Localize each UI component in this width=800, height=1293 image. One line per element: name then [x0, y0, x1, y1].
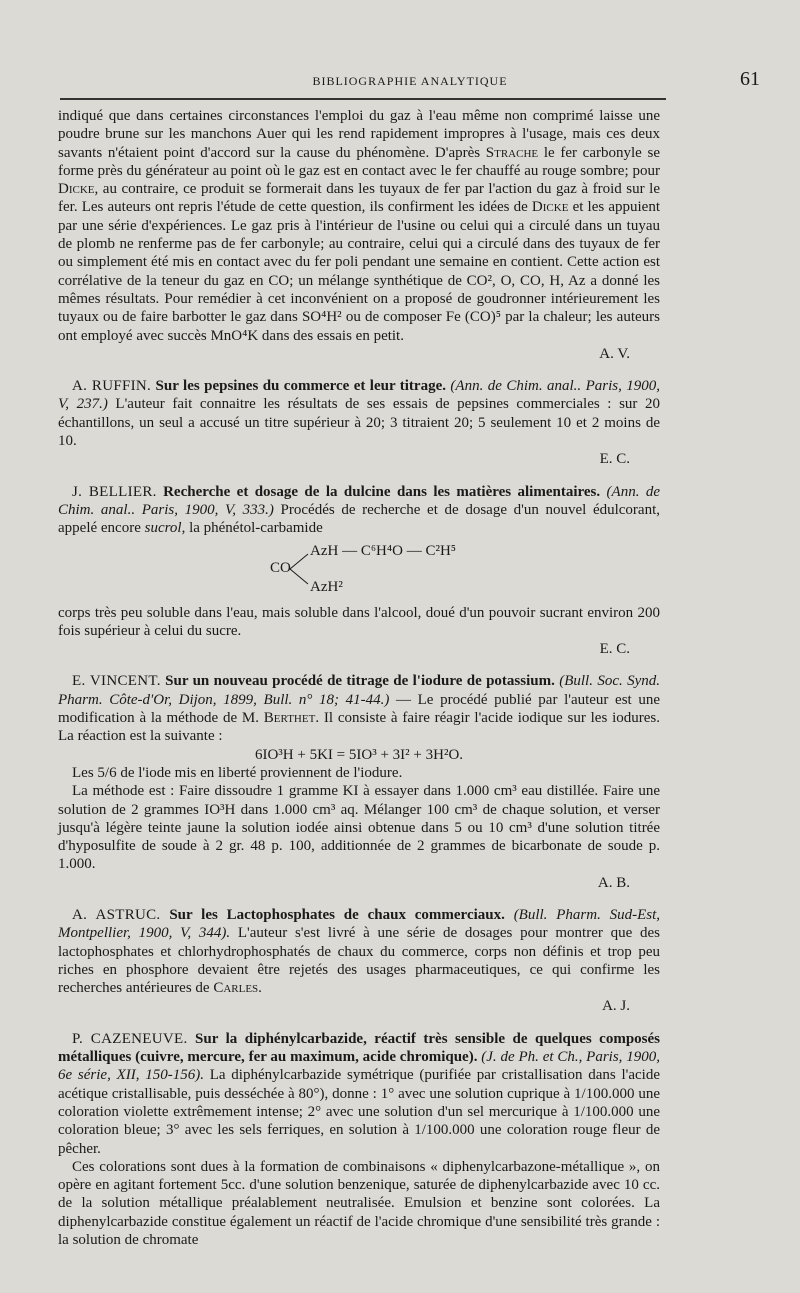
intro-paragraph: indiqué que dans certaines circonstances l'emploi du gaz à l'eau même non comprimé laisse une poudre brune sur les manchons Auer qui les rend rapidement impropres à l'usage, mais ces deux savants n'étaient point d'accord sur la cause du phénomène. D'après Strache le fer carbonyle se forme près du générateur au point où le gaz est en contact avec le fer chauffé au rouge sombre; pour Dicke, au contraire, ce produit se formerait dans les tuyaux de fer par l'action du gaz à froid sur le fer. Les auteurs ont repris l'étude de cette question, ils confirment les idées de Dicke et les appuient par une série d'expériences. Le gaz pris à l'intérieur de l'usine ou celui qui a circulé dans un tuyau de plomb ne renferme pas de fer carbonyle; au contraire, celui qui a circulé dans des tuyaux de fer ou simplement été mis en contact avec du fer poli pendant une semaine en contient. Cette action est corrélative de la teneur du gaz en CO; un mélange synthétique de CO², O, CO, H, Az a donné les mêmes résultats. Pour remédier à cet inconvénient on a proposé de goudronner intérieurement les tuyaux ou de faire barbotter le gaz dans SO⁴H² ou de composer Fe (CO)⁵ par la chaleur; les auteurs ont employé avec succès MnO⁴K dans des essais en petit. [58, 108, 660, 344]
entry-title: Recherche et dosage de la dulcine dans les matières alimentaires. [163, 483, 601, 500]
entry-text: Les 5/6 de l'iode mis en liberté proviennent de l'iodure. [72, 764, 403, 781]
entry-title: Sur les Lactophosphates de chaux commerciaux. [169, 906, 505, 923]
header-rule [60, 98, 666, 100]
entry-title: Sur la diphénylcarbazide, réactif très sensible de quelques composés métalliques (cuivre, mercure, fer au maximum, acide chromique). [58, 1030, 660, 1066]
signature: A. V. [599, 345, 630, 362]
page-header [60, 68, 760, 94]
formula-upper: AzH — C⁶H⁴O — C²H⁵ [310, 542, 457, 559]
running-title: BIBLIOGRAPHIE ANALYTIQUE [312, 74, 508, 88]
author-name: Carles [213, 980, 259, 997]
entry-author: J. BELLIER. [72, 483, 157, 500]
page-number: 61 [740, 68, 760, 90]
signature: A. B. [597, 874, 630, 891]
dulcine-structure [58, 542, 660, 596]
signature: A. J. [602, 998, 630, 1015]
entry-reference: (Ann. de Chim. anal.. Paris, 1900, V, 333.) [58, 483, 660, 518]
author-name: Dicke [58, 181, 95, 198]
entry-author: E. VINCENT. [72, 673, 161, 690]
signature: E. C. [599, 641, 630, 658]
entry-title: Sur un nouveau procédé de titrage de l'iodure de potassium. [165, 673, 555, 690]
abstract-entry: A. RUFFIN. Sur les pepsines du commerce et leur titrage. (Ann. de Chim. anal.. Paris, 1900, V, 237.) L'auteur fait connaitre les résultats de ses essais de pepsines commerciales : sur 20 échantillons, un seul a accusé un titre supérieur à 20; 3 titraient 20; 5 seulement 10 et 2 moins de 10. [58, 378, 661, 450]
entry-reference: (Bull. Pharm. Sud-Est, Montpellier, 1900, V, 344). [58, 906, 661, 942]
formula-lower: AzH² [310, 578, 343, 595]
formula-co: CO [270, 559, 291, 576]
signature: E. C. [599, 451, 630, 468]
formula-bonds [288, 548, 312, 590]
page-body [58, 107, 660, 1249]
entry-text: Ces colorations sont dues à la formation de combinaisons « diphenylcarbazone-métallique », on opère en agitant fortement 5cc. d'une solution benzenique, saturée de diphenylcarbazide avec 10 cc. de la solution métallique préalablement neutralisée. Emulsion et benzine sont colorées. La diphenylcarbazide constitue également un réactif de l'acide chromique d'une sensibilité très grande : la solution de chromate [58, 1158, 660, 1249]
author-name: Berthet [263, 710, 316, 727]
reaction-formula: 6IO³H + 5KI = 5IO³ + 3I² + 3H²O. [254, 746, 464, 763]
entry-reference: (J. de Ph. et Ch., Paris, 1900, 6e série, XII, 150-156). [58, 1049, 661, 1084]
entry-reference: (Bull. Soc. Synd. Pharm. Côte-d'Or, Dijon, 1899, Bull. n° 18; 41-44.) [58, 673, 661, 708]
entry-author: A. ASTRUC. [72, 906, 161, 923]
abstract-entry: A. ASTRUC. Sur les Lactophosphates de chaux commerciaux. (Bull. Pharm. Sud-Est, Montpellier, 1900, V, 344). L'auteur s'est livré à une série de dosages pour montrer que des lactophosphates et chlorhydrophosphatés de chaux du commerce, corps non définis et trop peu riches en phosphore devaient être rejetés des usages pharmaceutiques, ce qui confirme les recherches antérieures de Carles. [58, 906, 661, 997]
abstract-entry: P. CAZENEUVE. Sur la diphénylcarbazide, réactif très sensible de quelques composés métalliques (cuivre, mercure, fer au maximum, acide chromique). (J. de Ph. et Ch., Paris, 1900, 6e série, XII, 150-156). La diphénylcarbazide symétrique (purifiée par cristallisation dans l'acide acétique cristallisable, puis desséchée à 80°), donne : 1° avec une solution cuprique à 1/100.000 une coloration violette extrêmement intense; 2° avec une solution d'un sel mercurique à 1/100.000 une coloration bleue; 3° avec les sels ferriques, en solution à 1/100.000 une coloration rouge fleur de pêcher. [58, 1030, 661, 1157]
entry-text: La méthode est : Faire dissoudre 1 gramme KI à essayer dans 1.000 cm³ eau distillée. Faire une solution de 2 grammes IO³H dans 1.000 cm³ aq. Mélanger 100 cm³ de chaque solution, et verser jusqu'à légère teinte jaune la solution iodée ainsi obtenue dans 5 ou 10 cm³ d'une solution titrée d'hyposulfite de soude à 2 gr. 48 p. 100, additionnée de 2 grammes de bicarbonate de soude p. 1.000. [58, 783, 660, 873]
entry-author: A. RUFFIN. [72, 378, 152, 395]
entry-title: Sur les pepsines du commerce et leur titrage. [155, 378, 446, 395]
abstract-entry: J. BELLIER. Recherche et dosage de la dulcine dans les matières alimentaires. (Ann. de Chim. anal.. Paris, 1900, V, 333.) Procédés de recherche et de dosage d'un nouvel édulcorant, appelé encore sucrol, la phénétol-carbamide [58, 483, 660, 537]
entry-text: corps très peu soluble dans l'eau, mais soluble dans l'alcool, doué d'un pouvoir sucrant environ 200 fois supérieur à celui du sucre. [58, 604, 660, 639]
author-name: Strache [485, 144, 539, 161]
entry-reference: (Ann. de Chim. anal.. Paris, 1900, V, 237.) [58, 378, 661, 413]
abstract-entry: E. VINCENT. Sur un nouveau procédé de titrage de l'iodure de potassium. (Bull. Soc. Synd. Pharm. Côte-d'Or, Dijon, 1899, Bull. n° 18; 41-44.) — Le procédé publié par l'auteur est une modification à la méthode de M. Berthet. Il consiste à faire réagir l'acide iodique sur les iodures. La réaction est la suivante : [58, 673, 661, 745]
author-name: Dicke [531, 199, 569, 216]
entry-author: P. CAZENEUVE. [72, 1030, 188, 1047]
